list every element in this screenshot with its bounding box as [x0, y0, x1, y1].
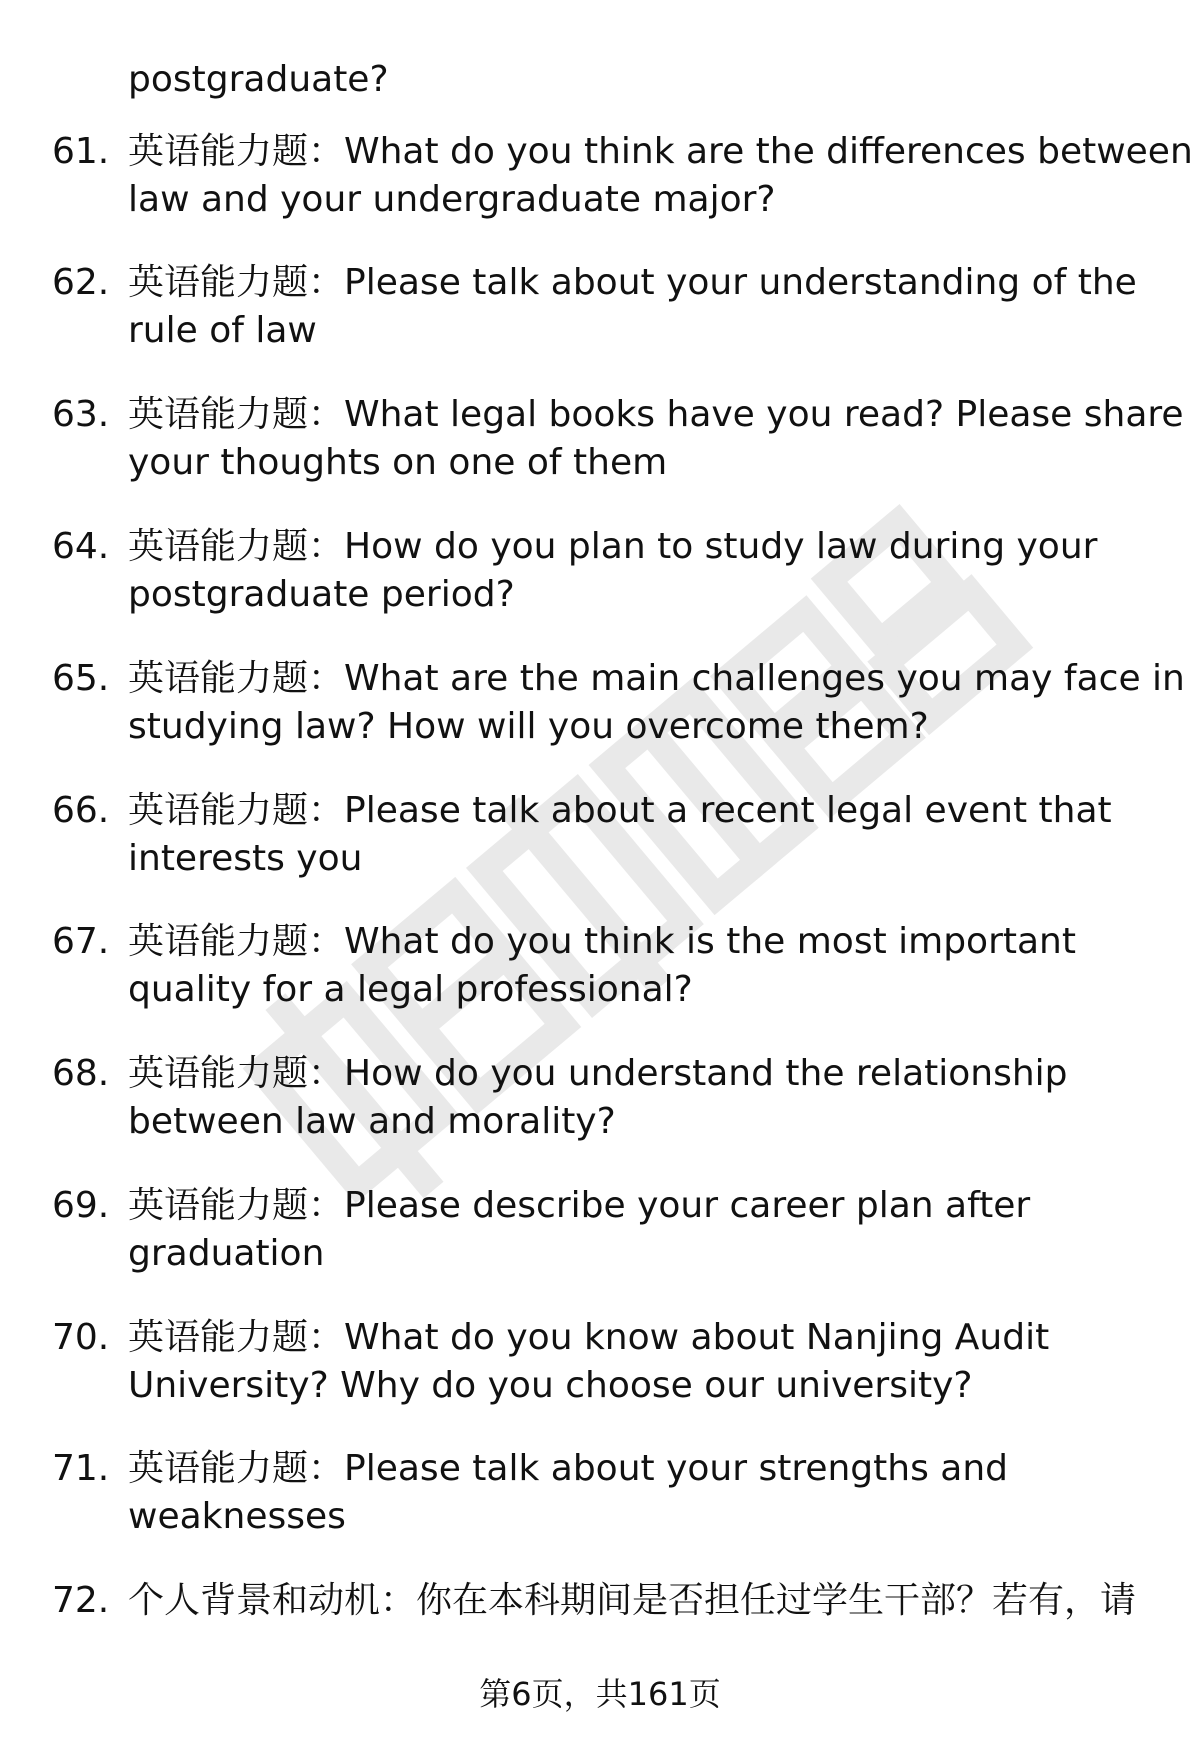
item-text: [128, 1577, 1168, 1625]
item-line-2: quality for a legal professional?: [128, 969, 693, 1010]
item-line-1: How do you plan to study law during your: [344, 526, 1098, 567]
item-number: 72.: [52, 1580, 110, 1621]
item-category: 英语能力题：: [128, 921, 345, 962]
item-number: 70.: [52, 1317, 110, 1358]
item-category: 英语能力题：: [128, 790, 345, 831]
item-line-2: graduation: [128, 1233, 325, 1274]
page-footer: 第6页，共161页: [479, 1675, 721, 1713]
item-line-1: What do you know about Nanjing Audit: [344, 1317, 1050, 1358]
item-category: 英语能力题：: [128, 1053, 345, 1094]
item-number: 68.: [52, 1053, 110, 1094]
item-line-2: rule of law: [128, 310, 317, 351]
item-number: 63.: [52, 394, 110, 435]
item-line-2: postgraduate period?: [128, 574, 515, 615]
item-number: 61.: [52, 131, 110, 172]
item-category: 英语能力题：: [128, 1317, 345, 1358]
item-number: 67.: [52, 921, 110, 962]
item-category: 英语能力题：: [128, 1185, 345, 1226]
item-line-1: How do you understand the relationship: [344, 1053, 1068, 1094]
item-category: 英语能力题：: [128, 1448, 345, 1489]
continuation-text: postgraduate?: [128, 59, 389, 100]
item-category: 个人背景和动机：: [128, 1580, 417, 1621]
item-text: [128, 391, 1184, 487]
item-category: 英语能力题：: [128, 658, 345, 699]
item-text: [128, 259, 1168, 355]
item-line-1: Please describe your career plan after: [344, 1185, 1031, 1226]
item-line-2: studying law? How will you overcome them?: [128, 706, 929, 747]
item-number: 71.: [52, 1448, 110, 1489]
item-line-1: What are the main challenges you may face in: [344, 658, 1185, 699]
item-text: [128, 655, 1185, 751]
item-line-2: interests you: [128, 838, 363, 879]
item-text: [128, 1050, 1168, 1146]
item-text: [128, 787, 1168, 883]
item-line-2: your thoughts on one of them: [128, 442, 668, 483]
item-number: 62.: [52, 262, 110, 303]
item-text: [128, 1445, 1168, 1541]
item-number: 65.: [52, 658, 110, 699]
item-line-2: weaknesses: [128, 1496, 346, 1537]
item-line-1: Please talk about your strengths and: [344, 1448, 1009, 1489]
item-text: [128, 1314, 1168, 1410]
item-category: 英语能力题：: [128, 131, 345, 172]
item-line-1: 你在本科期间是否担任过学生干部？若有，请: [416, 1580, 1137, 1621]
item-line-2: between law and morality?: [128, 1101, 616, 1142]
item-text: [128, 1182, 1168, 1278]
item-category: 英语能力题：: [128, 526, 345, 567]
item-number: 69.: [52, 1185, 110, 1226]
item-number: 64.: [52, 526, 110, 567]
item-line-1: Please talk about your understanding of the: [344, 262, 1137, 303]
item-line-1: What do you think is the most important: [344, 921, 1076, 962]
item-text: [128, 128, 1193, 224]
item-number: 66.: [52, 790, 110, 831]
item-line-1: What do you think are the differences between: [344, 131, 1193, 172]
item-line-2: University? Why do you choose our university?: [128, 1365, 973, 1406]
item-category: 英语能力题：: [128, 262, 345, 303]
item-line-1: What legal books have you read? Please share: [344, 394, 1184, 435]
item-category: 英语能力题：: [128, 394, 345, 435]
item-text: [128, 918, 1168, 1014]
item-line-2: law and your undergraduate major?: [128, 179, 776, 220]
item-text: [128, 523, 1168, 619]
item-line-1: Please talk about a recent legal event that: [344, 790, 1112, 831]
